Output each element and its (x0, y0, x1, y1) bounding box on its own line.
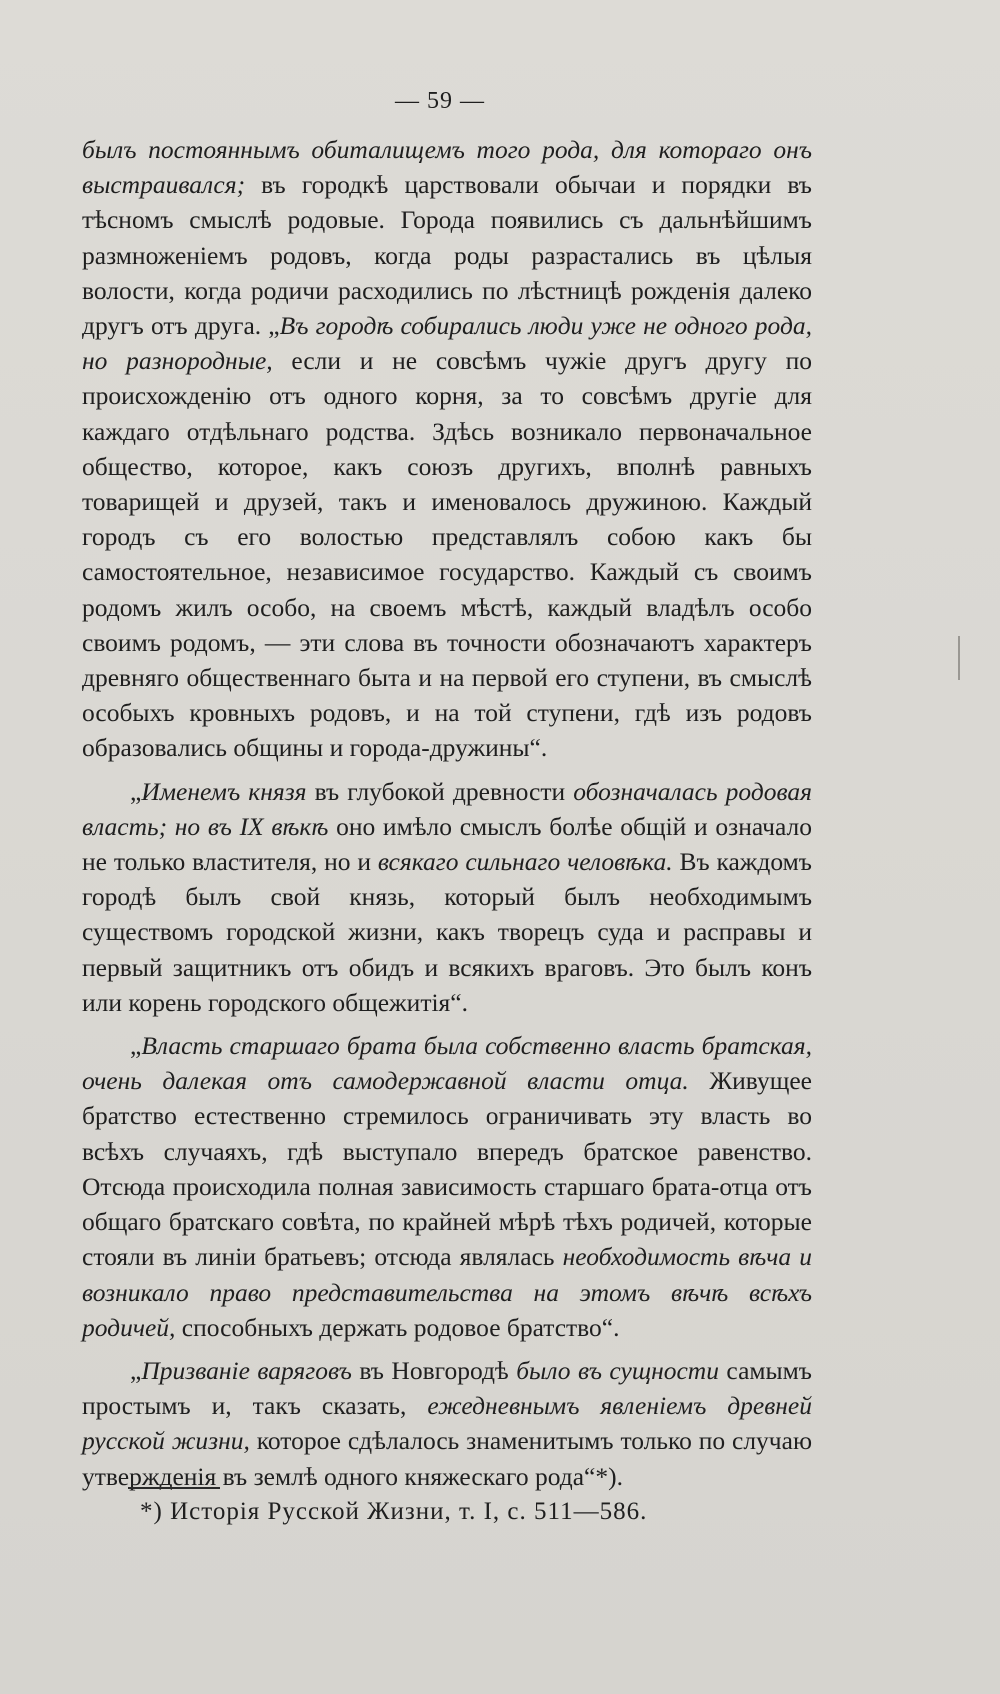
italic-run: былъ постояннымъ обиталищемъ того рода, для котораго онъ выстраивался; (82, 135, 812, 200)
italic-run: обозначалась родовая власть; но въ IX вѣкѣ (82, 776, 812, 841)
footnote-rule (128, 1487, 220, 1489)
text-run: въ глубокой древности (306, 776, 574, 806)
text-run: „ (130, 776, 142, 806)
paragraph (82, 1353, 812, 1494)
text-run: „ (130, 1031, 142, 1061)
text-run: если и не совсѣмъ чужіе другъ другу по происхожденію отъ одного корня, за то совсѣмъ другіе для каждаго отдѣльнаго родства. Здѣсь возникало первоначальное общество, которое, какъ союзъ другихъ, вполнѣ равныхъ товарищей и друзей, такъ и именовалось дружиною. Каждый городъ съ его волостью представлялъ собою какъ бы самостоятельное, независимое государство. Каждый съ своимъ родомъ жилъ особо, на своемъ мѣстѣ, каждый владѣлъ особо своимъ родомъ, — эти слова въ точности обозначаютъ характеръ древняго общественнаго быта и на первой его ступени, въ смыслѣ особыхъ кровныхъ родовъ, и на той ступени, гдѣ изъ родовъ образовались общины и города-дружины“. (82, 346, 812, 763)
text-run: способныхъ держать родовое братство“. (175, 1312, 620, 1342)
body-text (82, 132, 812, 1494)
margin-mark (958, 636, 960, 680)
paragraph (82, 774, 812, 1020)
text-run: самымъ простымъ и, такъ сказать, (82, 1355, 812, 1421)
italic-run: ежедневнымъ явленіемъ древней русской жизни, (82, 1391, 812, 1456)
text-run: въ Новгородѣ (351, 1355, 517, 1385)
footnote: *) Исторія Русской Жизни, т. I, с. 511—586. (140, 1498, 648, 1525)
text-run: Живущее братство естественно стремилось ограничивать эту власть во всѣхъ случаяхъ, гдѣ выступало впередъ братское равенство. Отсюда происходила полная зависимость старшаго брата-отца отъ общаго братскаго совѣта, по крайней мѣрѣ тѣхъ родичей, которые стояли въ линіи братьевъ; отсюда являлась (82, 1066, 812, 1272)
italic-run: было въ сущности (516, 1355, 719, 1385)
text-run: въ городкѣ царствовали обычаи и порядки въ тѣсномъ смыслѣ родовые. Города появились съ дальнѣйшимъ размноженіемъ родовъ, когда роды разрастались въ цѣлыя волости, когда родичи расходились по лѣстницѣ рожденія далеко другъ отъ друга. „ (82, 170, 812, 341)
text-run: „ (130, 1355, 142, 1385)
italic-run: Именемъ князя (141, 776, 307, 806)
text-run: Въ каждомъ городѣ былъ свой князь, который былъ необходимымъ существомъ городской жизни, какъ творецъ суда и расправы и первый защитникъ отъ обидъ и всякихъ враговъ. Это былъ конъ или корень городского общежитія“. (82, 847, 812, 1017)
paragraph (82, 132, 812, 766)
italic-run: всякаго сильнаго человѣка. (377, 847, 673, 877)
page-number: — 59 — (395, 88, 485, 114)
italic-run: Власть старшаго брата была собственно власть братская, очень далекая отъ самодержавной власти отца. (82, 1031, 812, 1096)
paragraph (82, 1028, 812, 1345)
text-run: оно имѣло смыслъ болѣе общій и означало не только властителя, но и (82, 811, 812, 877)
italic-run: Призваніе варяговъ (141, 1355, 352, 1385)
italic-run: необходимость вѣча и возникало право представительства на этомъ вѣчѣ всѣхъ родичей, (82, 1242, 812, 1342)
text-run: которое сдѣлалось знаменитымъ только по случаю утвержденія въ землѣ одного княжескаго рода“*). (82, 1426, 812, 1491)
italic-run: Въ городѣ собирались люди уже не одного рода, но разнородные, (82, 311, 812, 376)
